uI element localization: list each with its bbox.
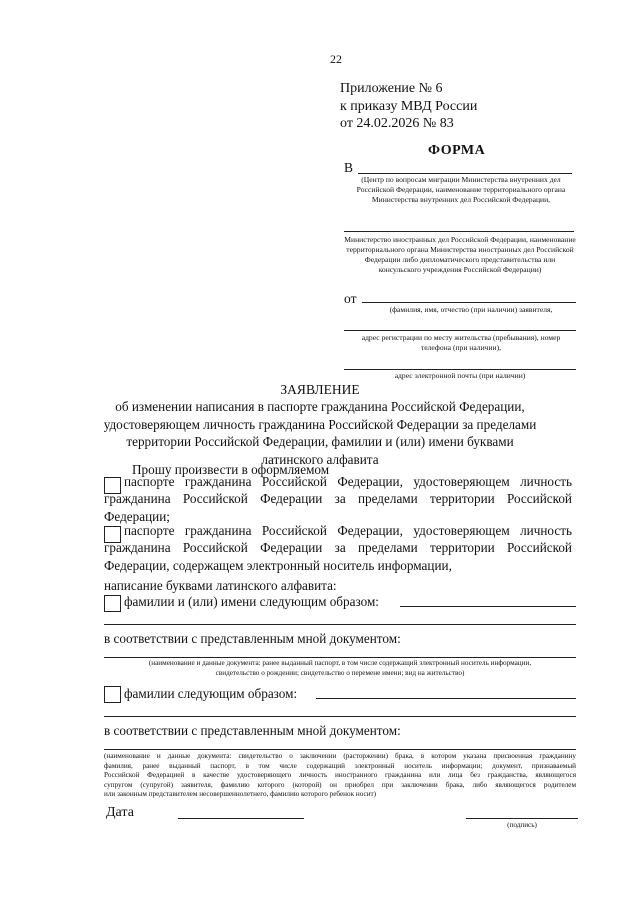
- sender-email-hint: адрес электронной почты (при наличии): [394, 371, 526, 380]
- request-intro: Прошу произвести в оформляемом: [132, 462, 330, 477]
- names-input-line[interactable]: [400, 606, 576, 607]
- doc-hint-2-line-3: Российской Федерацией в качестве удостоверяющего личность иностранного гражданина или лица без гражданства, являющегося: [104, 771, 576, 780]
- recipient-line-2[interactable]: [344, 231, 574, 232]
- form-title: ФОРМА: [428, 143, 486, 158]
- names-option-label: фамилии и (или) имени следующим образом:: [124, 594, 379, 609]
- sender-address-line[interactable]: [344, 330, 576, 331]
- doc-hint-1-line-2: свидетельство о рождении; свидетельство о перемене имени; вид на жительство): [215, 668, 465, 677]
- recipient-line-1[interactable]: [358, 173, 572, 174]
- doc-hint-1-line-1: (наименование и данные документа: ранее выданный паспорт, в том числе содержащий электронный носитель информации,: [148, 659, 532, 667]
- according-doc-label-2: в соответствии с представленным мной документом:: [104, 723, 401, 738]
- signature-hint: (подпись): [507, 821, 537, 829]
- passport-option-line-2: гражданина Российской Федерации за пределами территории Российской: [104, 491, 572, 506]
- surname-option-checkbox[interactable]: [104, 686, 121, 703]
- sender-email-line[interactable]: [344, 369, 576, 370]
- statement-subtitle-line-2: удостоверяющем личность гражданина Российской Федерации за пределами: [103, 416, 537, 432]
- sender-name-line[interactable]: [362, 302, 576, 303]
- e-passport-option-line-2: гражданина Российской Федерации за пределами территории Российской: [104, 540, 572, 555]
- e-passport-option-text: [124, 522, 572, 540]
- latin-intro: написание буквами латинского алфавита:: [104, 578, 337, 593]
- doc-hint-2-line-4: супругом (супругой) заявителя, фамилию которого (которой) он приобрел при заключении брака, либо являющегося родителем: [104, 780, 576, 789]
- appendix-line-2: к приказу МВД России: [340, 98, 478, 114]
- recipient-hint-1: (Центр по вопросам миграции Министерства внутренних дел Российской Федерации, наименование территориального органа Министерства внутренних дел Российской Федерации,: [356, 175, 566, 204]
- e-passport-option-line-1: паспорте гражданина Российской Федерации, удостоверяющем личность: [124, 523, 572, 538]
- doc-hint-1: [104, 659, 576, 678]
- statement-subtitle-line-1: об изменении написания в паспорте гражданина Российской Федерации,: [115, 399, 525, 414]
- names-option-checkbox[interactable]: [104, 595, 121, 612]
- surname-option-label: фамилии следующим образом:: [124, 686, 298, 701]
- appendix-header: [340, 80, 477, 133]
- date-label: Дата: [106, 805, 134, 820]
- sender-prefix: от: [344, 291, 357, 306]
- surname-input-line-2[interactable]: [104, 716, 576, 717]
- doc-hint-2-line-2: фамилия, ранее выданный паспорт, в том числе содержащий электронный носитель информации; документ, признаваемый: [104, 761, 576, 770]
- statement-subtitle-line-3: территории Российской Федерации, фамилии и (или) имени буквами: [126, 434, 514, 450]
- e-passport-option-line-3: Федерации, содержащем электронный носитель информации,: [104, 557, 452, 573]
- appendix-line-1: Приложение № 6: [340, 81, 443, 96]
- surname-input-line[interactable]: [316, 698, 576, 699]
- doc-hint-2-line-1: (наименование и данные документа: свидетельство о заключении (расторжении) брака, в котором указана присвоенная гражданину: [104, 752, 576, 760]
- according-doc-label-1: в соответствии с представленным мной документом:: [104, 631, 401, 646]
- passport-option-line-3: Федерации;: [104, 508, 170, 524]
- signature-line[interactable]: [466, 818, 578, 819]
- doc-input-line-2[interactable]: [104, 749, 576, 750]
- passport-option-text: [124, 473, 572, 491]
- statement-subtitle: [60, 398, 580, 468]
- sender-address-hint: адрес регистрации по месту жительства (пребывания), номер телефона (при наличии),: [361, 333, 561, 352]
- doc-input-line-1[interactable]: [104, 657, 576, 658]
- names-input-line-2[interactable]: [104, 624, 576, 625]
- page-number: 22: [330, 52, 342, 66]
- sender-name-hint: (фамилия, имя, отчество (при наличии) заявителя,: [389, 305, 553, 314]
- statement-subtitle-line-4: латинского алфавита: [261, 451, 379, 467]
- passport-option-cont: [104, 490, 572, 525]
- recipient-hint-2: Министерство иностранных дел Российской Федерации, наименование территориального органа Министерства иностранных дел Российской Федерации либо дипломатического представительства или консульского учреждения Российской Федерации): [344, 235, 576, 274]
- doc-hint-2: [104, 752, 576, 800]
- date-input-line[interactable]: [178, 818, 304, 819]
- passport-option-line-1: паспорте гражданина Российской Федерации, удостоверяющем личность: [124, 474, 572, 489]
- e-passport-option-cont: [104, 539, 572, 574]
- statement-title: ЗАЯВЛЕНИЕ: [280, 382, 360, 397]
- doc-hint-2-line-5: или законным представителем несовершеннолетнего, фамилию которого ребенок носит): [104, 790, 377, 799]
- recipient-prefix: В: [344, 160, 354, 175]
- appendix-line-3: от 24.02.2026 № 83: [340, 116, 454, 131]
